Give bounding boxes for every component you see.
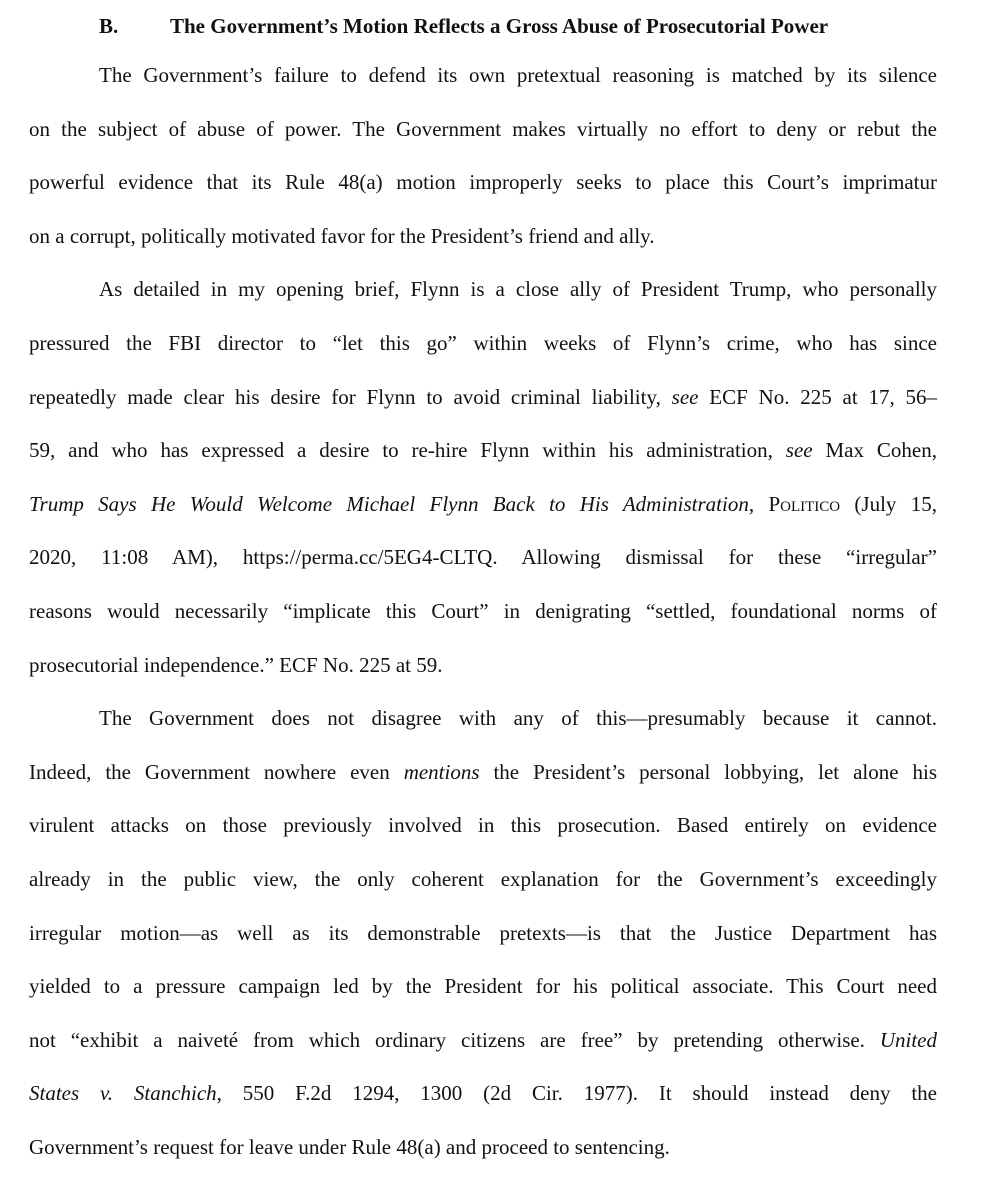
paragraph-3-line-7 bbox=[29, 1025, 937, 1055]
paragraph-2-line-8 bbox=[29, 650, 937, 680]
italic-citation: mentions bbox=[403, 759, 480, 784]
text-run: ECF No. 225 at 17, 56– bbox=[698, 384, 937, 409]
text-run: repeatedly made clear his desire for Flynn to avoid criminal liability, bbox=[29, 384, 672, 409]
text-run: Indeed, the Government nowhere even bbox=[29, 759, 404, 784]
text-run: The Government does not disagree with any of this—presumably because it cannot. bbox=[99, 706, 937, 731]
text-run: on the subject of abuse of power. The Government makes virtually no effort to deny or rebut the bbox=[29, 116, 937, 141]
paragraph-2-line-3 bbox=[29, 382, 937, 412]
paragraph-2-line-1 bbox=[99, 274, 937, 304]
text-run: reasons would necessarily “implicate this Court” in denigrating “settled, foundational norms of bbox=[29, 599, 937, 623]
paragraph-2-line-6 bbox=[29, 542, 937, 572]
text-run: The Government’s failure to defend its own pretextual reasoning is matched by its silence bbox=[99, 63, 937, 87]
text-run: , bbox=[748, 491, 769, 516]
paragraph-3-line-2 bbox=[29, 757, 937, 787]
paragraph-2-line-7 bbox=[29, 596, 937, 626]
paragraph-2-line-5 bbox=[29, 489, 937, 519]
paragraph-1-line-3 bbox=[29, 167, 937, 197]
italic-citation: Trump Says He Would Welcome Michael Flynn Back to His Administration bbox=[29, 491, 749, 516]
section-title: The Government’s Motion Reflects a Gross Abuse of Prosecutorial Power bbox=[170, 14, 829, 38]
text-run: As detailed in my opening brief, Flynn is a close ally of President Trump, who personally bbox=[99, 277, 937, 302]
text-run: the President’s personal lobbying, let alone his bbox=[479, 759, 937, 784]
text-run: (July 15, bbox=[840, 491, 937, 516]
text-run: pressured the FBI director to “let this go” within weeks of Flynn’s crime, who has since bbox=[29, 331, 937, 355]
paragraph-3-line-1 bbox=[99, 703, 937, 733]
paragraph-3-line-8 bbox=[29, 1078, 937, 1108]
text-run: 2020, 11:08 AM), https://perma.cc/5EG4-CLTQ. Allowing dismissal for these “irregular” bbox=[29, 545, 937, 570]
paragraph-1-line-1 bbox=[99, 60, 937, 90]
text-run: irregular motion—as well as its demonstrable pretexts—is that the Justice Department has bbox=[29, 920, 937, 945]
italic-citation: States v. Stanchich bbox=[29, 1081, 217, 1106]
text-run: yielded to a pressure campaign led by the President for his political associate. This Court need bbox=[29, 974, 937, 999]
section-letter: B. bbox=[99, 14, 119, 38]
italic-citation: see bbox=[785, 438, 813, 463]
small-caps-source: Politico bbox=[768, 491, 841, 516]
text-run: already in the public view, the only coherent explanation for the Government’s exceedingly bbox=[29, 867, 937, 891]
paragraph-3-line-3 bbox=[29, 810, 937, 840]
paragraph-2-line-4 bbox=[29, 435, 937, 465]
paragraph-1-line-4 bbox=[29, 221, 937, 251]
italic-citation: see bbox=[671, 384, 699, 409]
text-run: prosecutorial independence.” ECF No. 225 at 59. bbox=[29, 652, 443, 677]
text-run: virulent attacks on those previously involved in this prosecution. Based entirely on evidence bbox=[29, 813, 937, 838]
text-run: 59, and who has expressed a desire to re-hire Flynn within his administration, bbox=[29, 438, 786, 463]
text-run: on a corrupt, politically motivated favor for the President’s friend and ally. bbox=[29, 223, 655, 248]
paragraph-2-line-2 bbox=[29, 328, 937, 358]
paragraph-3-line-6 bbox=[29, 971, 937, 1001]
paragraph-1-line-2 bbox=[29, 114, 937, 144]
text-run: not “exhibit a naiveté from which ordinary citizens are free” by pretending otherwise. bbox=[29, 1027, 880, 1052]
text-run: Max Cohen, bbox=[812, 438, 937, 463]
text-run: powerful evidence that its Rule 48(a) motion improperly seeks to place this Court’s imprimatur bbox=[29, 170, 937, 195]
section-heading bbox=[29, 12, 937, 40]
paragraph-3-line-9 bbox=[29, 1132, 937, 1162]
paragraph-3-line-5 bbox=[29, 918, 937, 948]
text-run: , 550 F.2d 1294, 1300 (2d Cir. 1977). It should instead deny the bbox=[216, 1081, 937, 1106]
paragraph-3-line-4 bbox=[29, 864, 937, 894]
italic-citation: United bbox=[879, 1027, 937, 1052]
text-run: Government’s request for leave under Rule 48(a) and proceed to sentencing. bbox=[29, 1135, 670, 1159]
